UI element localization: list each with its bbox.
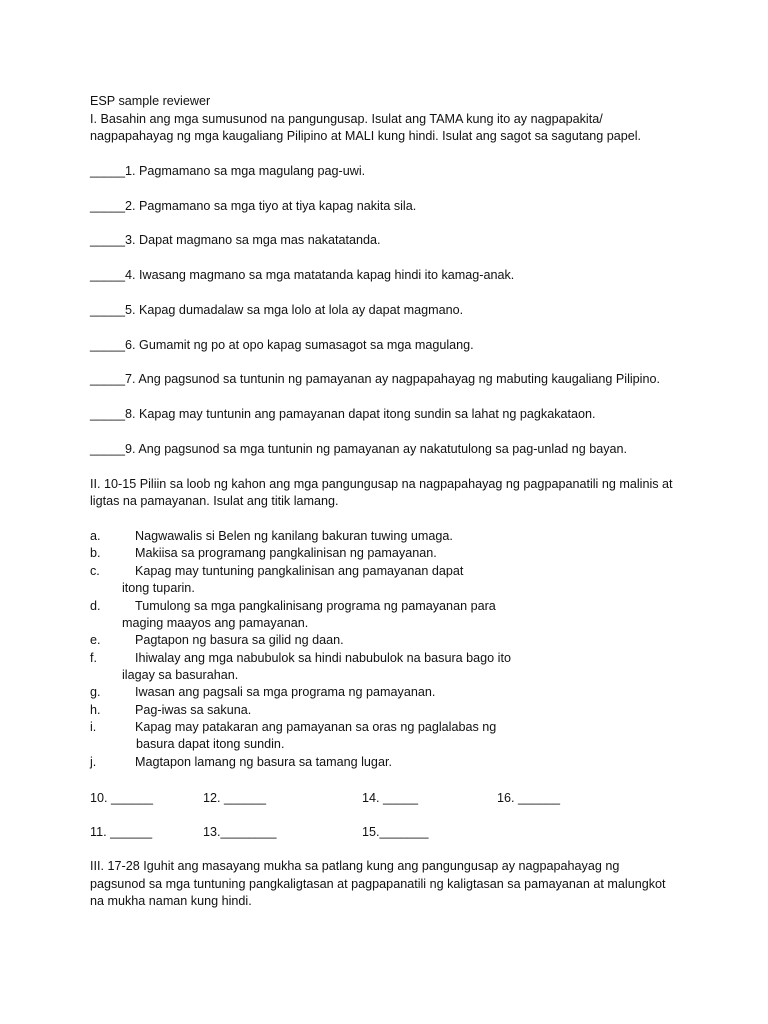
option-letter: f. — [90, 651, 97, 665]
section1-item-7: _____7. Ang pagsunod sa tuntunin ng pamayanan ay nagpapahayag ng mabuting kaugaliang Pilipino. — [90, 372, 660, 386]
section1-item-4: _____4. Iwasang magmano sa mga matatanda kapag hindi ito kamag-anak. — [90, 268, 515, 282]
option-text: Makiisa sa programang pangkalinisan ng pamayanan. — [135, 546, 437, 560]
option-text: Kapag may tuntuning pangkalinisan ang pamayanan dapat — [135, 564, 464, 578]
answer-blank-11: 11. ______ — [90, 825, 153, 839]
answer-blank-14: 14. _____ — [362, 791, 419, 805]
option-text: Pag-iwas sa sakuna. — [135, 703, 252, 717]
option-letter: e. — [90, 633, 101, 647]
section1-instruction-line1: I. Basahin ang mga sumusunod na pangungusap. Isulat ang TAMA kung ito ay nagpapakita/ — [90, 112, 603, 126]
section1-item-2: _____2. Pagmamano sa mga tiyo at tiya kapag nakita sila. — [90, 199, 417, 213]
answer-blank-12: 12. ______ — [203, 791, 267, 805]
section3-line3: na mukha naman kung hindi. — [90, 894, 252, 908]
option-letter: b. — [90, 546, 101, 560]
option-i-continuation: basura dapat itong sundin. — [136, 737, 285, 751]
option-letter: g. — [90, 685, 101, 699]
option-text: Ihiwalay ang mga nabubulok sa hindi nabubulok na basura bago ito — [135, 651, 511, 665]
option-letter: i. — [90, 720, 97, 734]
section2-instruction-line1: II. 10-15 Piliin sa loob ng kahon ang mga pangungusap na nagpapahayag ng pagpapanatili ng malinis at — [90, 477, 673, 491]
option-text: Pagtapon ng basura sa gilid ng daan. — [135, 633, 344, 647]
option-letter: d. — [90, 599, 101, 613]
section1-item-6: _____6. Gumamit ng po at opo kapag sumasagot sa mga magulang. — [90, 338, 474, 352]
option-text: Magtapon lamang ng basura sa tamang lugar. — [135, 755, 392, 769]
option-letter: a. — [90, 529, 101, 543]
section1-item-5: _____5. Kapag dumadalaw sa mga lolo at lola ay dapat magmano. — [90, 303, 464, 317]
answer-blank-10: 10. ______ — [90, 791, 154, 805]
section1-item-1: _____1. Pagmamano sa mga magulang pag-uwi. — [90, 164, 366, 178]
option-c-continuation: itong tuparin. — [122, 581, 195, 595]
option-letter: h. — [90, 703, 101, 717]
option-d-continuation: maging maayos ang pamayanan. — [122, 616, 309, 630]
section1-item-8: _____8. Kapag may tuntunin ang pamayanan dapat itong sundin sa lahat ng pagkakataon. — [90, 407, 596, 421]
option-letter: c. — [90, 564, 100, 578]
section1-instruction-line2: nagpapahayag ng mga kaugaliang Pilipino at MALI kung hindi. Isulat ang sagot sa sagutang papel. — [90, 129, 642, 143]
section3-line1: III. 17-28 Iguhit ang masayang mukha sa patlang kung ang pangungusap ay nagpapahayag ng — [90, 859, 620, 873]
option-text: Kapag may patakaran ang pamayanan sa oras ng paglalabas ng — [135, 720, 497, 734]
section3-line2: pagsunod sa mga tuntuning pangkaligtasan at pagpapanatili ng kaligtasan sa pamayanan at malungkot — [90, 877, 666, 891]
document-title: ESP sample reviewer — [90, 94, 211, 108]
option-letter: j. — [90, 755, 97, 769]
option-text: Tumulong sa mga pangkalinisang programa ng pamayanan para — [135, 599, 496, 613]
answer-blank-16: 16. ______ — [497, 791, 561, 805]
answer-blank-13: 13.________ — [203, 825, 277, 839]
answer-blank-15: 15._______ — [362, 825, 429, 839]
option-text: Iwasan ang pagsali sa mga programa ng pamayanan. — [135, 685, 436, 699]
section1-item-9: _____9. Ang pagsunod sa mga tuntunin ng pamayanan ay nakatutulong sa pag-unlad ng bayan. — [90, 442, 628, 456]
section1-item-3: _____3. Dapat magmano sa mga mas nakatatanda. — [90, 233, 381, 247]
option-f-continuation: ilagay sa basurahan. — [122, 668, 239, 682]
option-text: Nagwawalis si Belen ng kanilang bakuran tuwing umaga. — [135, 529, 453, 543]
section2-instruction-line2: ligtas na pamayanan. Isulat ang titik lamang. — [90, 494, 339, 508]
